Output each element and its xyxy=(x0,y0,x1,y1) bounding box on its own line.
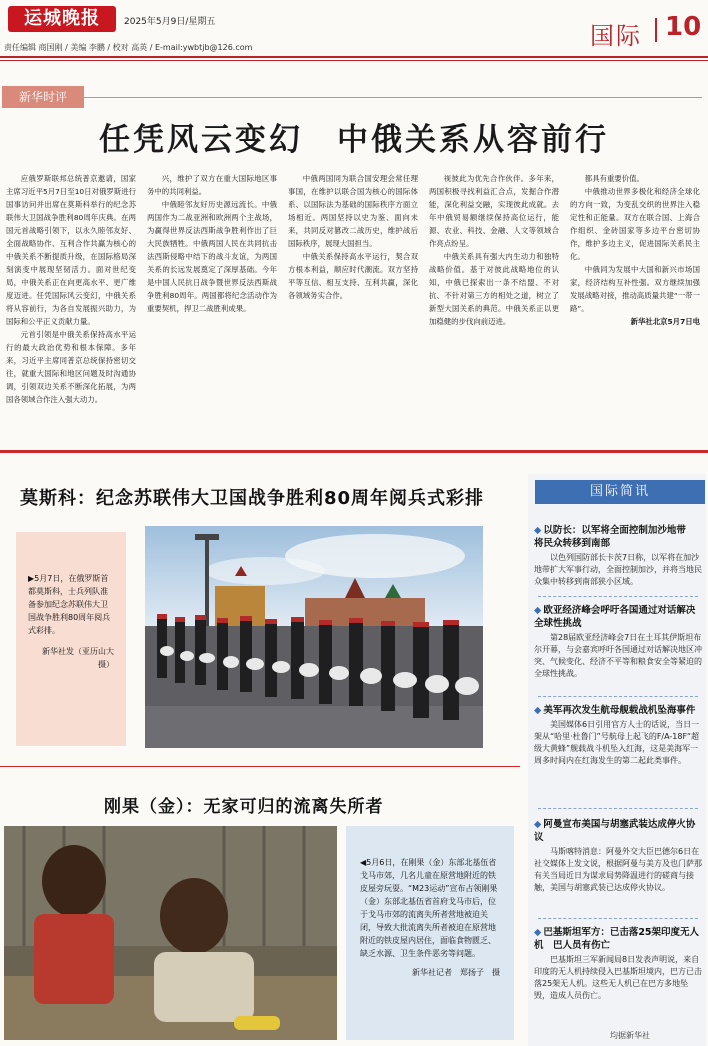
congo-headline: 刚果（金）：无家可归的流离失所者 xyxy=(104,797,384,817)
newspaper-logo: 运城晚报 xyxy=(8,6,116,32)
article-paragraph: 视彼此为优先合作伙伴。多年来，两国积极寻找利益汇合点，发掘合作潜能，深化利益交融，实现彼此成就。去年中俄贸易额继续保持高位运行，能源、农业、科技、金融、人文等领域合作亮点纷呈。 xyxy=(429,174,559,248)
brief-body: 马斯喀特消息：阿曼外交大臣巴德尔6日在社交媒体上发文说，根据阿曼与美方及也门萨那有关当局近日为谋求局势降温进行的磋商与接触，美国与胡塞武装已达成停火协议。 xyxy=(534,847,702,892)
moscow-caption-box xyxy=(16,532,126,746)
brief-body: 巴基斯坦三军新闻局8日发表声明说，来自印度的无人机持续侵入巴基斯坦境内，巴方已击落25架无人机。这些无人机已在巴方多地坠毁，造成人员伤亡。 xyxy=(534,955,702,1000)
article-column-3 xyxy=(288,172,418,442)
brief-title: ◆ 巴基斯坦军方：已击落25架印度无人机 巴人员有伤亡 xyxy=(534,926,704,952)
brief-separator xyxy=(538,918,698,919)
article-paragraph: 中俄两国同为联合国安理会常任理事国，在维护以联合国为核心的国际体系、以国际法为基础的国际秩序方面立场相近。两国坚持以史为鉴、面向未来，共同反对篡改二战历史，维护战后国际秩序，展现大国担当。 xyxy=(288,174,418,248)
moscow-caption: ▶5月7日，在俄罗斯首都莫斯科，士兵列队准备参加纪念苏联伟大卫国战争胜利80周年阅兵式彩排。 xyxy=(28,574,111,635)
brief-title: ◆ 欧亚经济峰会呼吁各国通过对话解决全球性挑战 xyxy=(534,604,704,630)
article-column-1 xyxy=(6,172,136,442)
article-column-2 xyxy=(147,172,277,442)
article-dateline: 新华社北京5月7日电 xyxy=(630,317,700,326)
congo-photo-credit: 新华社记者 郑扬子 摄 xyxy=(412,968,500,977)
article-paragraph: 中俄同为发展中大国和新兴市场国家，经济结构互补性强。双方继续加强发展战略对接，推动高质量共建“一带一路”。 xyxy=(570,265,700,313)
parade-illustration xyxy=(145,526,483,748)
congo-caption: ◀5月6日，在刚果（金）东部北基伍省戈马市郊，几名儿童在原营地附近的铁皮屋旁玩耍。“M23运动”宣布占领刚果（金）东部北基伍省首府戈马市后，位于戈马市郊的流离失所者营地被迫关闭，导致大批流离失所者被迫在原营地附近的铁皮屋内居住，面临食物匮乏、缺乏水源、卫生条件恶劣等问题。 xyxy=(360,858,498,958)
brief-separator xyxy=(538,808,698,809)
brief-body: 美国媒体6日引用官方人士的话说，当日一架从“哈里·杜鲁门”号航母上起飞的F/A-18F“超级大黄蜂”舰载战斗机坠入红海，这是美海军一周多时间内在红海发生的第二起此类事件。 xyxy=(534,720,700,765)
brief-title: ◆ 阿曼宣布美国与胡塞武装达成停火协议 xyxy=(534,818,704,844)
article-paragraph: 兴，维护了双方在重大国际地区事务中的共同利益。 xyxy=(147,174,277,196)
issue-date: 2025年5月9日/星期五 xyxy=(124,17,216,27)
masthead xyxy=(0,0,708,66)
section-divider xyxy=(655,18,657,42)
moscow-headline: 莫斯科：纪念苏联伟大卫国战争胜利80周年阅兵式彩排 xyxy=(20,488,485,509)
moscow-photo-credit: 新华社发（亚历山大 摄） xyxy=(42,647,122,669)
brief-title: ◆ 美军再次发生航母舰载战机坠海事件 xyxy=(534,704,704,717)
page-number: 10 xyxy=(665,12,702,42)
masthead-rule-thin xyxy=(0,60,708,61)
congo-photo xyxy=(4,826,337,1040)
brief-item xyxy=(534,524,704,586)
article-paragraph: 元首引领是中俄关系保持高水平运行的最大政治优势和根本保障。多年来，习近平主席同普京总统保持密切交往，就重大国际和地区问题及时沟通协调，引领双边关系不断深化拓展，为两国各领域合作注入强大动力。 xyxy=(6,330,136,404)
badge-rule xyxy=(84,97,702,98)
article-paragraph: 中俄推动世界多极化和经济全球化的方向一致，为变乱交织的世界注入稳定性和正能量。双方在联合国、上海合作组织、金砖国家等多边平台密切协作，维护多边主义，促进国际关系民主化。 xyxy=(570,187,700,261)
story-rule xyxy=(0,766,520,767)
brief-body: 以色列国防部长卡茨7日称，以军将在加沙地带扩大军事行动，全面控制加沙，并将当地民众集中转移到南部狭小区域。 xyxy=(534,553,702,586)
article-paragraph: 应俄罗斯联邦总统普京邀请，国家主席习近平5月7日至10日对俄罗斯进行国事访问并出席在莫斯科举行的纪念苏联伟大卫国战争胜利80周年庆典。在两国元首战略引领下，以永久睦邻友好、全面战略协作、互利合作共赢为核心的中俄关系不断提质升级，在国际格局深刻演变中展现坚韧活力。面对世纪变局，中俄关系正在向更高水平、更广维度迈进。任凭国际风云变幻，中俄关系将从容前行，为各自发展振兴助力，为国际和公平正义贡献力量。 xyxy=(6,174,136,326)
editor-credits: 责任编辑 商国刚 / 美编 李鹏 / 校对 高英 / E-mail:ywbtjb@126.com xyxy=(4,43,253,52)
article-body xyxy=(6,172,704,442)
brief-item xyxy=(534,818,704,914)
brief-separator xyxy=(538,596,698,597)
masthead-rule xyxy=(0,56,708,58)
article-paragraph: 中俄关系保持高水平运行，契合双方根本利益，顺应时代潮流。双方坚持平等互信、相互支持、互利共赢，深化各领域务实合作。 xyxy=(288,252,418,300)
brief-body: 第28届欧亚经济峰会7日在土耳其伊斯坦布尔开幕，与会嘉宾呼吁各国通过对话解决地区冲突、气候变化、经济不平等和粮食安全等紧迫的全球性挑战。 xyxy=(534,633,702,678)
brief-separator xyxy=(538,696,698,697)
briefs-title: 国际简讯 xyxy=(535,480,705,504)
article-column-4 xyxy=(429,172,559,442)
section-rule xyxy=(0,450,708,453)
article-paragraph: 中俄关系具有强大内生动力和独特战略价值。基于对彼此战略地位的认知，中俄已探索出一条不结盟、不对抗、不针对第三方的相处之道，树立了新型大国关系的典范。中俄关系正以更加稳健的步伐向前迈进。 xyxy=(429,252,559,326)
column-badge: 新华时评 xyxy=(2,86,84,108)
brief-item xyxy=(534,704,704,802)
main-headline: 任凭风云变幻 中俄关系从容前行 xyxy=(99,122,609,158)
brief-item xyxy=(534,604,704,690)
article-paragraph: 中俄睦邻友好历史源远流长。中俄两国作为二战亚洲和欧洲两个主战场，为赢得世界反法西斯战争胜利作出了巨大民族牺牲。中俄两国人民在共同抗击法西斯侵略中结下的战斗友谊，为两国关系的长远发展奠定了深厚基础。今年是中国人民抗日战争暨世界反法西斯战争胜利80周年。两国都将纪念活动作为重要契机，捍卫二战胜利成果。 xyxy=(147,200,277,313)
brief-title: ◆ 以防长：以军将全面控制加沙地带 将民众转移到南部 xyxy=(534,524,704,550)
brief-item xyxy=(534,926,704,1026)
article-paragraph: 都具有重要价值。 xyxy=(584,174,644,183)
parade-photo xyxy=(145,526,483,748)
congo-illustration xyxy=(4,826,337,1040)
article-column-5 xyxy=(570,172,700,442)
congo-caption-box xyxy=(346,826,514,1040)
briefs-source: 均据新华社 xyxy=(610,1031,650,1040)
section-name: 国际 xyxy=(590,22,642,50)
